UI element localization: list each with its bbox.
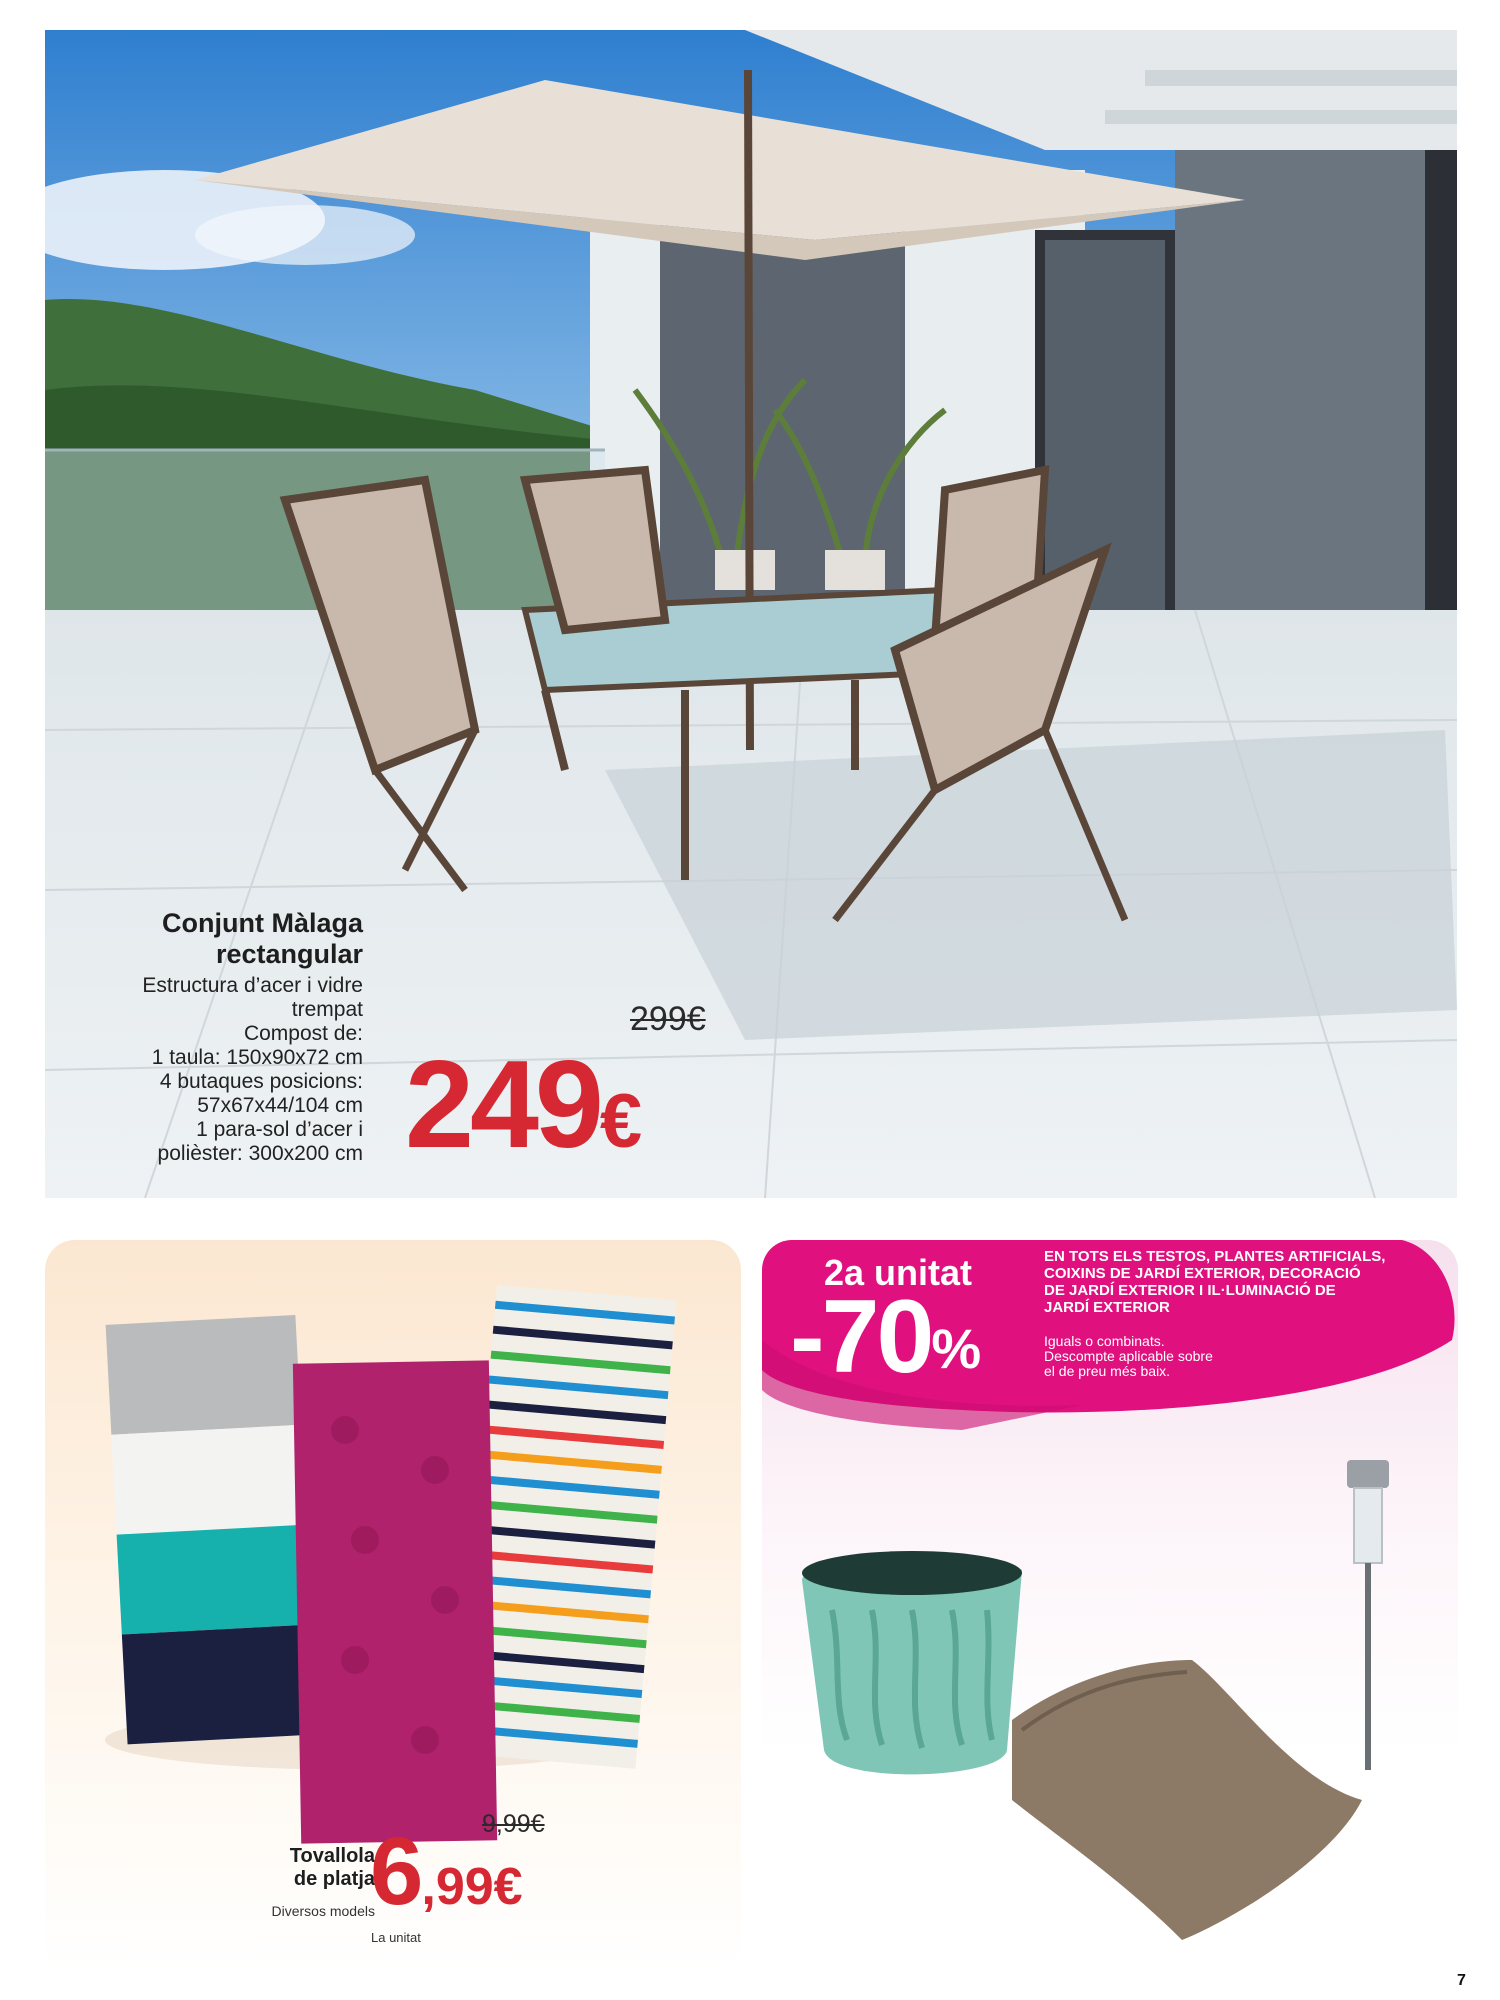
price-currency: € — [599, 1079, 643, 1164]
towel-models-note: Diversos models — [271, 1903, 375, 1919]
towel-price-dec: ,99€ — [421, 1858, 523, 1916]
description-line: 1 taula: 150x90x72 cm — [151, 1046, 363, 1069]
product-title-line: Conjunt Màlaga — [162, 908, 363, 938]
description-line: polièster: 300x200 cm — [157, 1142, 363, 1165]
towel-sale-price — [370, 1818, 523, 1937]
towel-name-line: de platja — [293, 1868, 375, 1890]
promo-conditions — [1044, 1334, 1284, 1379]
promo-headline-line: JARDÍ EXTERIOR — [1044, 1299, 1170, 1316]
description-line: trempat — [291, 998, 363, 1021]
towel-unit-label: La unitat — [371, 1930, 421, 1945]
product-title-line: rectangular — [215, 939, 363, 969]
promo-discount-symbol: % — [931, 1317, 982, 1380]
promo-unit-label: 2a unitat — [824, 1252, 973, 1293]
sale-price — [405, 1035, 642, 1192]
description-line: Estructura d’acer i vidre — [142, 974, 363, 997]
promo-headline — [1044, 1248, 1424, 1316]
product-title — [45, 908, 363, 970]
page-number: 7 — [1457, 1972, 1466, 1989]
description-line: Compost de: — [243, 1022, 363, 1045]
promo-headline-line: DE JARDÍ EXTERIOR I IL·LUMINACIÓ DE — [1044, 1282, 1336, 1299]
towel-name-line: Tovallola — [289, 1845, 375, 1867]
promo-condition-line: Iguals o combinats. — [1044, 1333, 1165, 1349]
old-price: 299€ — [630, 1000, 706, 1038]
promo-headline-line: COIXINS DE JARDÍ EXTERIOR, DECORACIÓ — [1044, 1265, 1361, 1282]
promo-offer-panel — [762, 1240, 1458, 1973]
towel-old-price: 9,99€ — [482, 1810, 545, 1838]
promo-discount-value: -70 — [790, 1279, 932, 1395]
price-amount: 249 — [405, 1036, 600, 1174]
description-line: 1 para-sol d’acer i — [196, 1118, 363, 1141]
towel-offer-panel — [45, 1240, 741, 1973]
description-line: 57x67x44/104 cm — [197, 1094, 363, 1117]
promo-condition-line: Descompte aplicable sobre — [1044, 1348, 1213, 1364]
towel-price-int: 6 — [370, 1818, 422, 1925]
promo-condition-line: el de preu més baix. — [1044, 1363, 1171, 1379]
promo-discount — [790, 1279, 982, 1395]
towel-product-name — [205, 1845, 375, 1891]
promo-headline-line: EN TOTS ELS TESTOS, PLANTES ARTIFICIALS, — [1044, 1248, 1386, 1265]
product-description — [45, 974, 363, 1166]
description-line: 4 butaques posicions: — [159, 1070, 363, 1093]
